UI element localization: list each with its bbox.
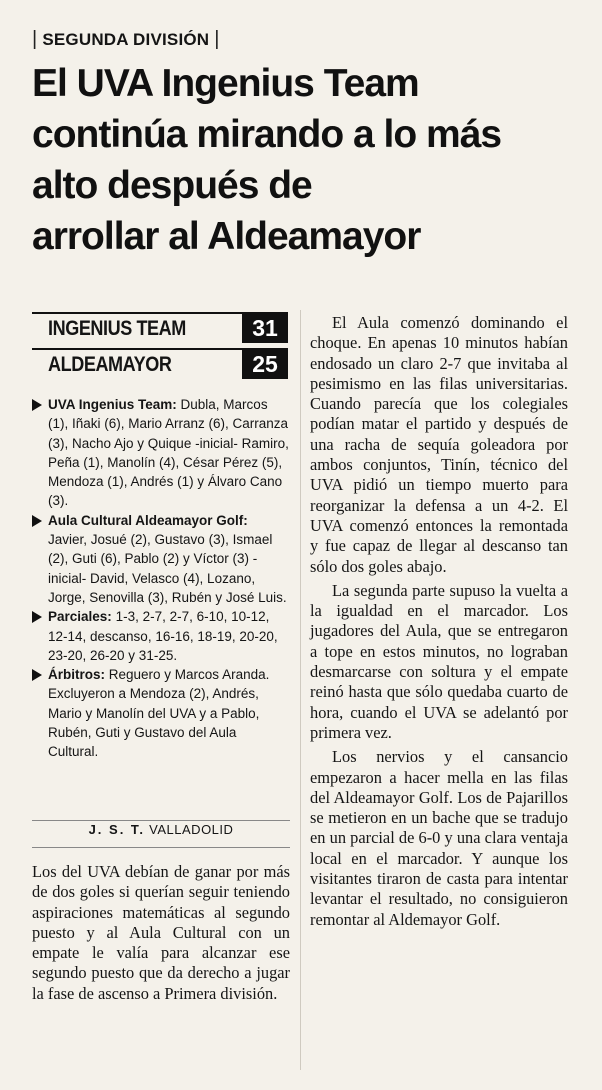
headline-line: arrollar al Aldeamayor bbox=[32, 215, 421, 258]
lineup-away bbox=[32, 511, 290, 607]
column-divider bbox=[300, 310, 301, 1070]
headline bbox=[32, 58, 592, 262]
arrow-icon bbox=[32, 515, 42, 527]
section-label: SEGUNDA DIVISIÓN bbox=[42, 30, 210, 49]
divider bbox=[32, 847, 290, 848]
arrow-icon bbox=[32, 611, 42, 623]
score-row-home bbox=[32, 312, 288, 343]
section-tag bbox=[32, 28, 220, 51]
section-bar-right: | bbox=[214, 28, 220, 50]
section-bar-left: | bbox=[32, 28, 38, 50]
match-sheet bbox=[32, 395, 290, 762]
byline bbox=[32, 822, 290, 837]
arrow-icon bbox=[32, 399, 42, 411]
entry-text: Reguero y Marcos Aranda. Excluyeron a Mendoza (2), Andrés, Mario y Manolín del UVA y a Pablo, Rubén, Guti y Gustavo del Aula Cultural. bbox=[48, 667, 270, 760]
team-name: ALDEAMAYOR bbox=[48, 353, 172, 376]
entry-text: Dubla, Marcos (1), Iñaki (6), Mario Arranz (6), Carranza (3), Nacho Ajo y Quique -inicial- Ramiro, Peña (1), Manolín (4), César Pérez (5), Mendoza (1), Andrés (1) y Álvaro Cano (3). bbox=[48, 397, 289, 509]
team-score: 31 bbox=[242, 314, 288, 343]
paragraph: El Aula comenzó dominando el choque. En apenas 10 minutos habían endosado un claro 2-7 que invitaba al pesimismo en las filas universitarias. Cuando parecía que los colegiales podían matar el partido y después de una racha de sequía goleadora por ambos conjuntos, Tinín, técnico del UVA pidió un tiempo muerto para reorganizar la defensa a un 4-2. El UVA comenzó entonces la remontada y fue capaz de llegar al descanso tan sólo dos goles abajo. bbox=[310, 313, 568, 576]
byline-city: VALLADOLID bbox=[149, 822, 234, 837]
score-row-away bbox=[32, 348, 288, 379]
entry-text: Javier, Josué (2), Gustavo (3), Ismael (2), Guti (6), Pablo (2) y Víctor (3) -inicial- David, Velasco (4), Lozano, Jorge, Senovilla (3), Rubén y José Luis. bbox=[48, 532, 287, 605]
divider bbox=[32, 820, 290, 821]
entry-text: 1-3, 2-7, 2-7, 6-10, 10-12, 12-14, descanso, 16-16, 18-19, 20-20, 23-20, 26-20 y 31-25. bbox=[48, 609, 278, 663]
paragraph: Los nervios y el cansancio empezaron a hacer mella en las filas del Aldeamayor Golf. Los de Pajarillos se metieron en un bache que se tradujo en un parcial de 6-0 y una clara ventaja local en el marcador. Y aunque los visitantes tiraron de casta para intentar levantar el resultado, no consiguieron remontar al Aldemayor Golf. bbox=[310, 747, 568, 929]
arrow-icon bbox=[32, 669, 42, 681]
article-column-right bbox=[310, 313, 568, 934]
headline-line: alto después de bbox=[32, 164, 312, 207]
byline-author: J. S. T. bbox=[88, 822, 146, 837]
headline-line: El UVA Ingenius Team bbox=[32, 62, 419, 105]
entry-label: Aula Cultural Aldeamayor Golf: bbox=[48, 512, 248, 528]
team-name: INGENIUS TEAM bbox=[48, 317, 186, 340]
team-score: 25 bbox=[242, 350, 288, 379]
headline-line: continúa mirando a lo más bbox=[32, 113, 502, 156]
paragraph: La segunda parte supuso la vuelta a la igualdad en el marcador. Los jugadores del Aula, que se entregaron a tope en estos minutos, no lograban desmarcarse con soltura y el empate reinó hasta que sólo quedaba cuarto de hora, cuando el UVA se adelantó por primera vez. bbox=[310, 580, 568, 742]
entry-label: Parciales: bbox=[48, 609, 112, 625]
paragraph: Los del UVA debían de ganar por más de dos goles si querían seguir teniendo aspiraciones matemáticas al segundo puesto y al Aula Cultural con un empate le valía para alcanzar ese segundo puesto que da derecho a jugar la fase de ascenso a Primera división. bbox=[32, 862, 290, 1003]
entry-label: UVA Ingenius Team: bbox=[48, 397, 177, 412]
referees bbox=[32, 665, 290, 761]
lineup-home bbox=[32, 395, 290, 511]
entry-label: Árbitros: bbox=[48, 667, 105, 683]
article-column-left bbox=[32, 862, 290, 1008]
partial-scores bbox=[32, 607, 290, 665]
scoreboard bbox=[32, 312, 288, 384]
